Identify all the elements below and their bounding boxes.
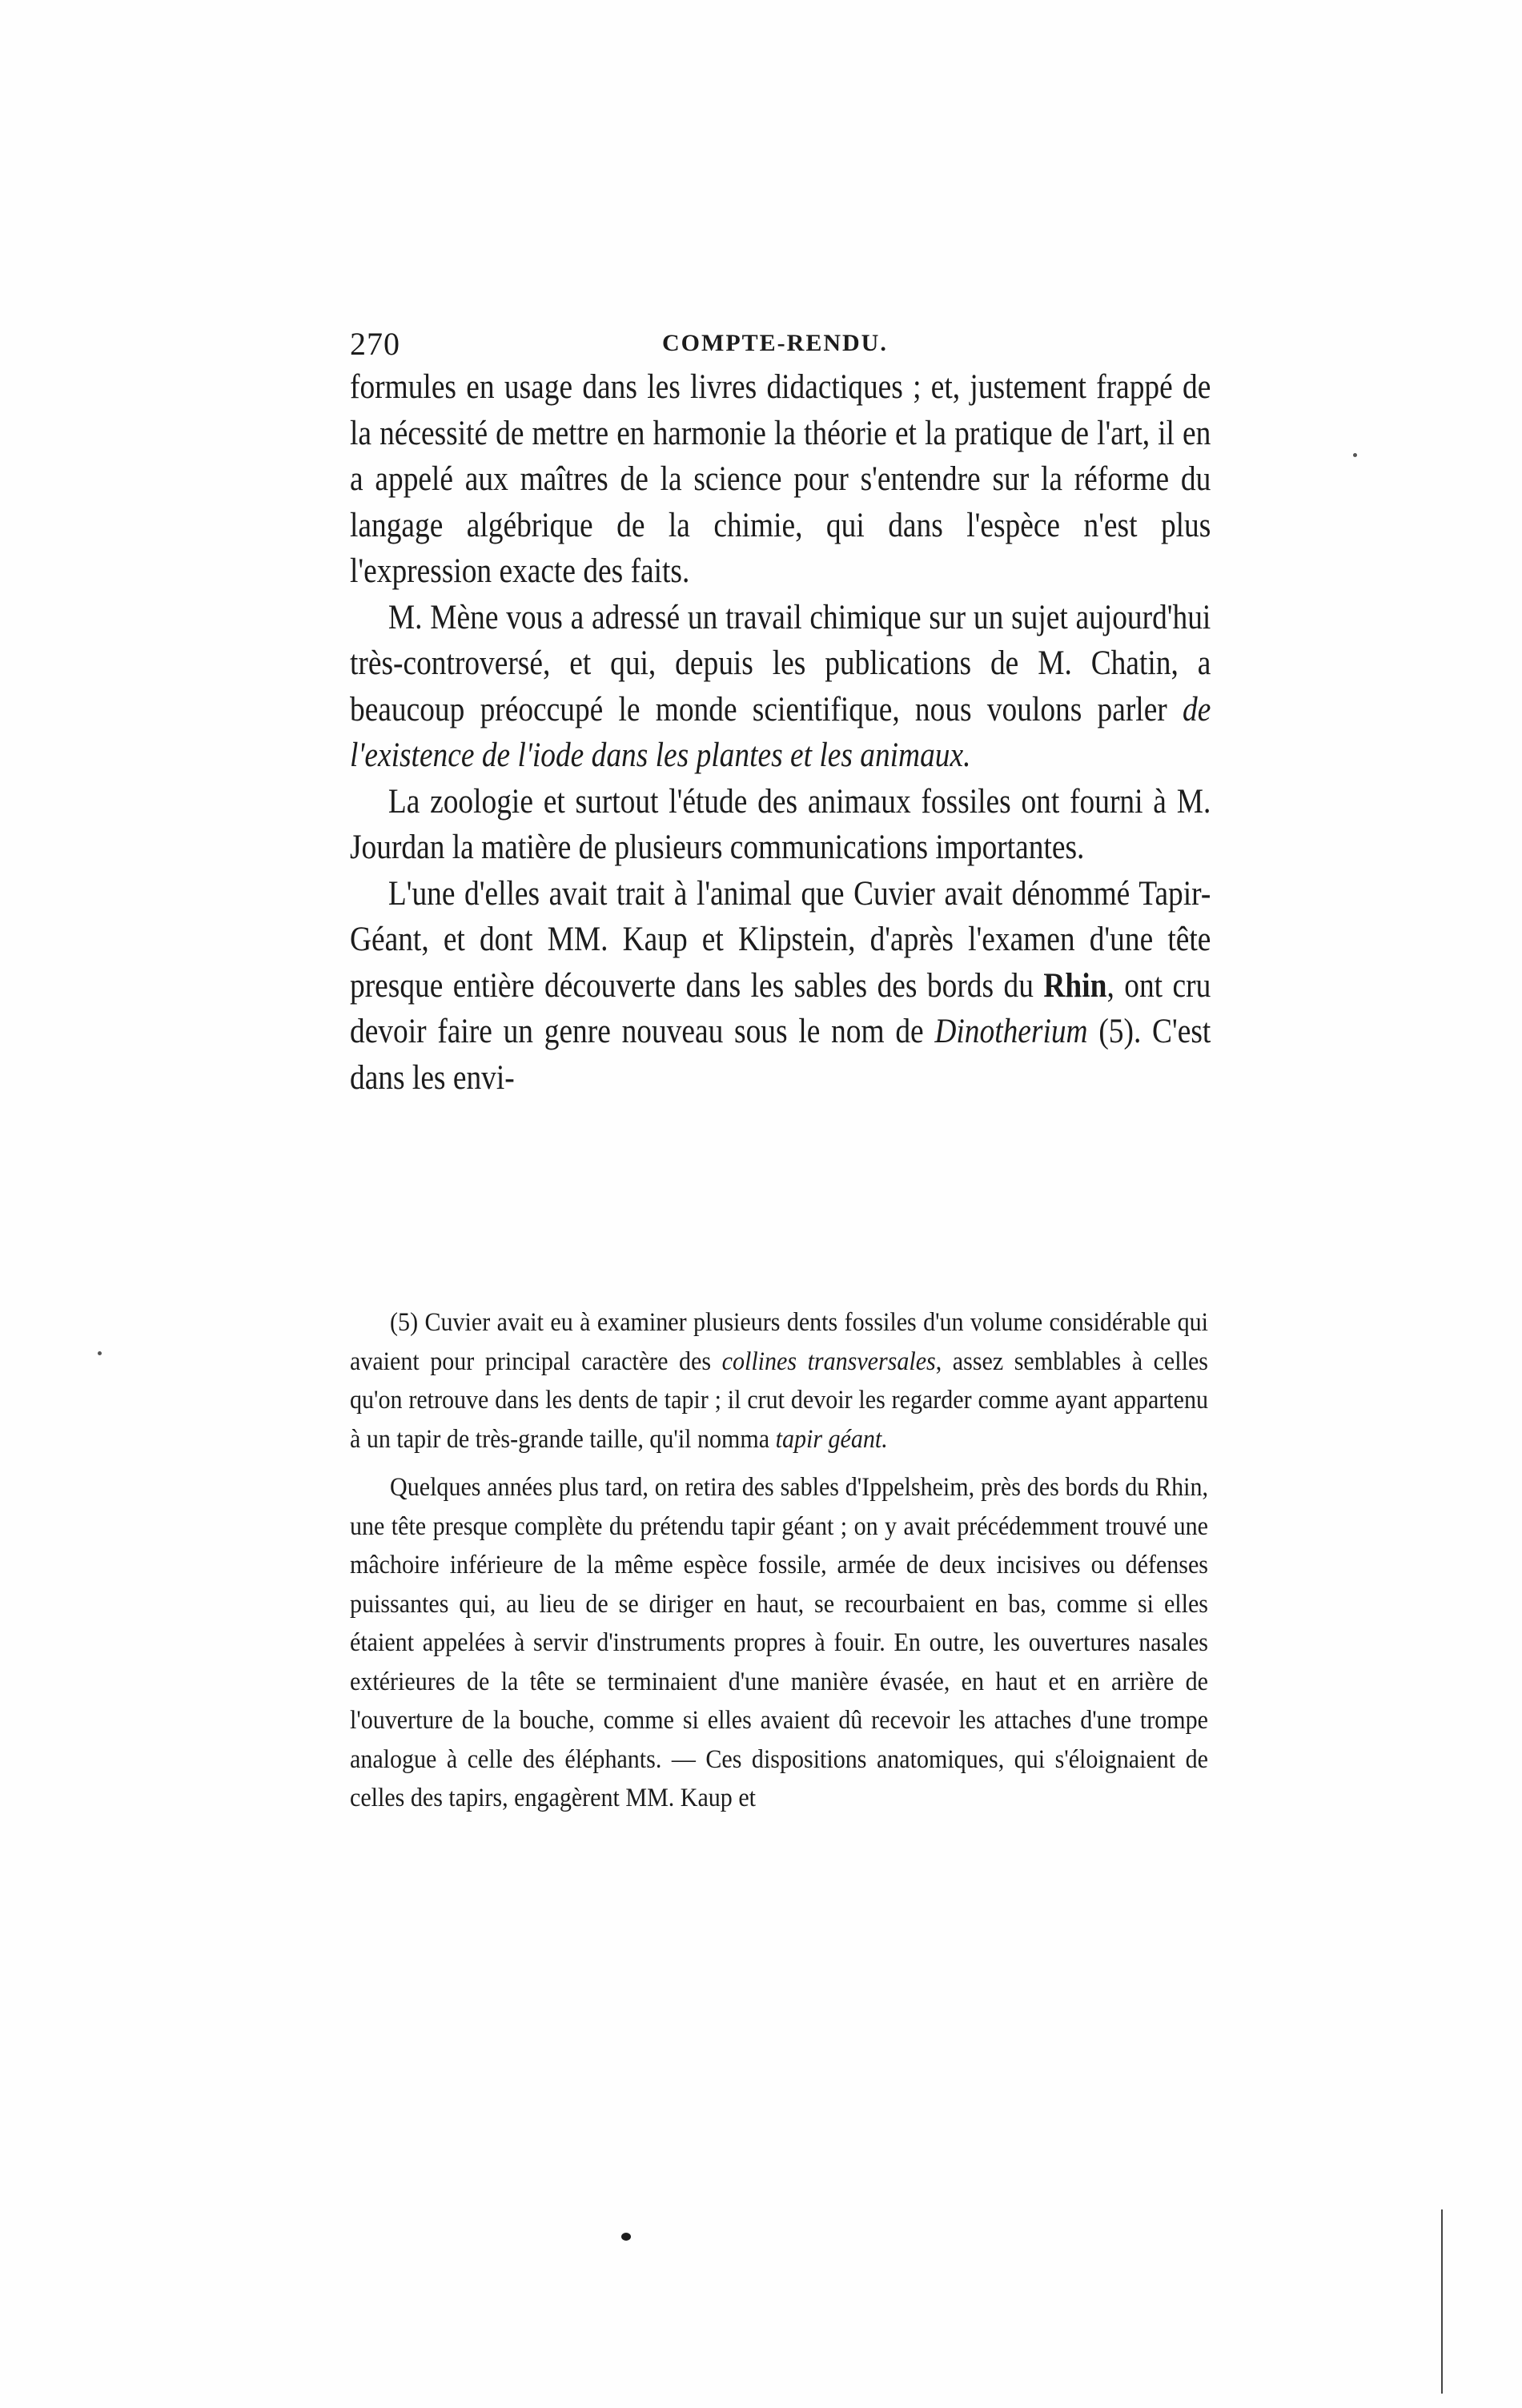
paragraph-4-text-a: L'une d'elles avait trait à l'animal que Cuvier avait dénommé Tapir-Géant, et dont MM. Kaup et Klipstein, d'après l'examen d'une tête presque entière découverte dans les sables des bords du [350,874,1211,1005]
footnote-1-italic-1: collines transversales [721,1346,936,1376]
footnote-2: Quelques années plus tard, on retira des sables d'Ippelsheim, près des bords du Rhin, une tête presque complète du prétendu tapir géant ; on y avait précédemment trouvé une mâchoire inférieure de la même espèce fossile, armée de deux incisives ou défenses puissantes qui, au lieu de se diriger en haut, se recourbaient en bas, comme si elles étaient appelées à servir d'instruments propres à fouir. En outre, les ouvertures nasales extérieures de la tête se terminaient d'une manière évasée, en haut et en arrière de l'ouverture de la bouche, comme si elles avaient dû recevoir les attaches d'une trompe analogue à celle des éléphants. — Ces dispositions anatomiques, qui s'éloignaient de celles des tapirs, engagèrent MM. Kaup et [350,1473,1208,1812]
paragraph-4-text-c: (5). C'est dans les envi- [350,1013,1211,1097]
paragraph-4 [350,871,1211,1102]
margin-mark [1441,2209,1443,2394]
paragraph-4-text-b: , ont cru devoir faire un genre nouveau sous le nom de [350,966,1211,1050]
paragraph-4-rhin: Rhin [1043,966,1107,1005]
ink-speck [1353,453,1357,457]
page-header [350,314,1211,370]
paragraph-4-italic: Dinotherium [934,1013,1088,1050]
footnote-1-italic-2: tapir géant. [775,1424,888,1454]
page-number: 270 [350,326,400,362]
running-head: COMPTE-RENDU. [662,330,888,356]
paragraph-2-text: M. Mène vous a adressé un travail chimique sur un sujet aujourd'hui très-controversé, et qui, depuis les publications de M. Chatin, a beaucoup préoccupé le monde scientifique, nous voulons parler [350,598,1211,728]
footnote-block [350,1303,1208,1818]
paragraph-2-italic: de l'existence de l'iode dans les plantes et les animaux. [350,690,1211,774]
ink-speck [98,1351,102,1355]
footnote-1 [350,1303,1208,1459]
paragraph-3: La zoologie et surtout l'étude des animaux fossiles ont fourni à M. Jourdan la matière de plusieurs communications importantes. [350,782,1211,866]
paragraph-2 [350,595,1211,779]
footnote-1-text-b: , assez semblables à celles qu'on retrouve dans les dents de tapir ; il crut devoir les regarder comme ayant appartenu à un tapir de très-grande taille, qu'il nomma [350,1346,1208,1454]
footnote-1-text-a: (5) Cuvier avait eu à examiner plusieurs dents fossiles d'un volume considérable qui avaient pour principal caractère des [350,1308,1208,1376]
main-text [350,364,1211,1101]
ornament-dot [621,2233,631,2241]
paragraph-1: formules en usage dans les livres didactiques ; et, justement frappé de la nécessité de mettre en harmonie la théorie et la pratique de l'art, il en a appelé aux maîtres de la science pour s'entendre sur la réforme du langage algébrique de la chimie, qui dans l'espèce n'est plus l'expression exacte des faits. [350,368,1211,590]
